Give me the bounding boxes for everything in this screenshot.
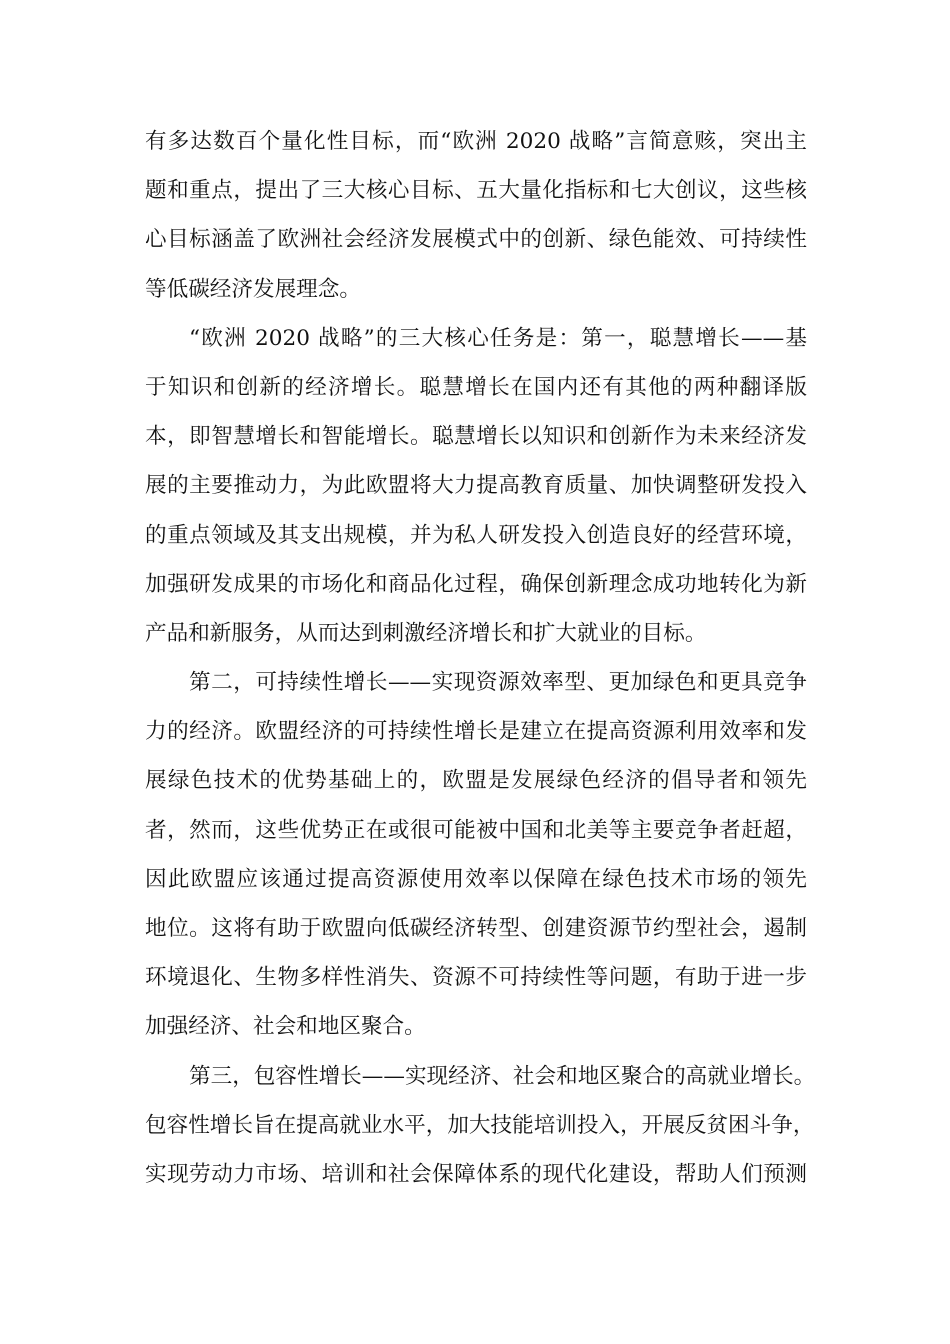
document-body bbox=[145, 117, 816, 1199]
text-line: 第三，包容性增长——实现经济、社会和地区聚合的高就业增长。 bbox=[189, 1063, 816, 1089]
paragraph-1 bbox=[145, 117, 807, 314]
text-line: 加强研发成果的市场化和商品化过程，确保创新理念成功地转化为新 bbox=[145, 571, 807, 597]
text-line: 第二，可持续性增长——实现资源效率型、更加绿色和更具竞争 bbox=[189, 670, 807, 696]
text-line: 展的主要推动力，为此欧盟将大力提高教育质量、加快调整研发投入 bbox=[145, 473, 807, 499]
text-line: 因此欧盟应该通过提高资源使用效率以保障在绿色技术市场的领先 bbox=[145, 866, 807, 892]
text-line: 包容性增长旨在提高就业水平，加大技能培训投入，开展反贫困斗争， bbox=[145, 1112, 815, 1138]
text-line: 本，即智慧增长和智能增长。聪慧增长以知识和创新作为未来经济发 bbox=[145, 424, 807, 450]
text-line: 环境退化、生物多样性消失、资源不可持续性等问题，有助于进一步 bbox=[145, 965, 807, 991]
text-line: 等低碳经济发展理念。 bbox=[145, 276, 361, 302]
text-line: 地位。这将有助于欧盟向低碳经济转型、创建资源节约型社会，遏制 bbox=[145, 916, 807, 941]
text-line: 加强经济、社会和地区聚合。 bbox=[145, 1014, 426, 1040]
text-line: 力的经济。欧盟经济的可持续性增长是建立在提高资源利用效率和发 bbox=[145, 719, 807, 745]
paragraph-3 bbox=[145, 658, 807, 1052]
text-line: 于知识和创新的经济增长。聪慧增长在国内还有其他的两种翻译版 bbox=[145, 374, 807, 400]
paragraph-2 bbox=[145, 314, 807, 658]
text-line: 的重点领域及其支出规模，并为私人研发投入创造良好的经营环境， bbox=[145, 522, 807, 548]
paragraph-4 bbox=[145, 1052, 816, 1200]
text-line: 心目标涵盖了欧洲社会经济发展模式中的创新、绿色能效、可持续性 bbox=[145, 227, 807, 253]
text-line: 有多达数百个量化性目标，而“欧洲 2020 战略”言简意赅，突出主 bbox=[145, 129, 807, 154]
text-line: 展绿色技术的优势基础上的，欧盟是发展绿色经济的倡导者和领先 bbox=[145, 768, 807, 794]
text-line: 者，然而，这些优势正在或很可能被中国和北美等主要竞争者赶超， bbox=[145, 817, 807, 843]
text-line: 题和重点，提出了三大核心目标、五大量化指标和七大创议，这些核 bbox=[145, 178, 807, 204]
text-line: “欧洲 2020 战略”的三大核心任务是：第一，聪慧增长——基 bbox=[189, 325, 807, 351]
text-line: 实现劳动力市场、培训和社会保障体系的现代化建设，帮助人们预测 bbox=[145, 1161, 807, 1187]
text-line: 产品和新服务，从而达到刺激经济增长和扩大就业的目标。 bbox=[145, 620, 707, 646]
